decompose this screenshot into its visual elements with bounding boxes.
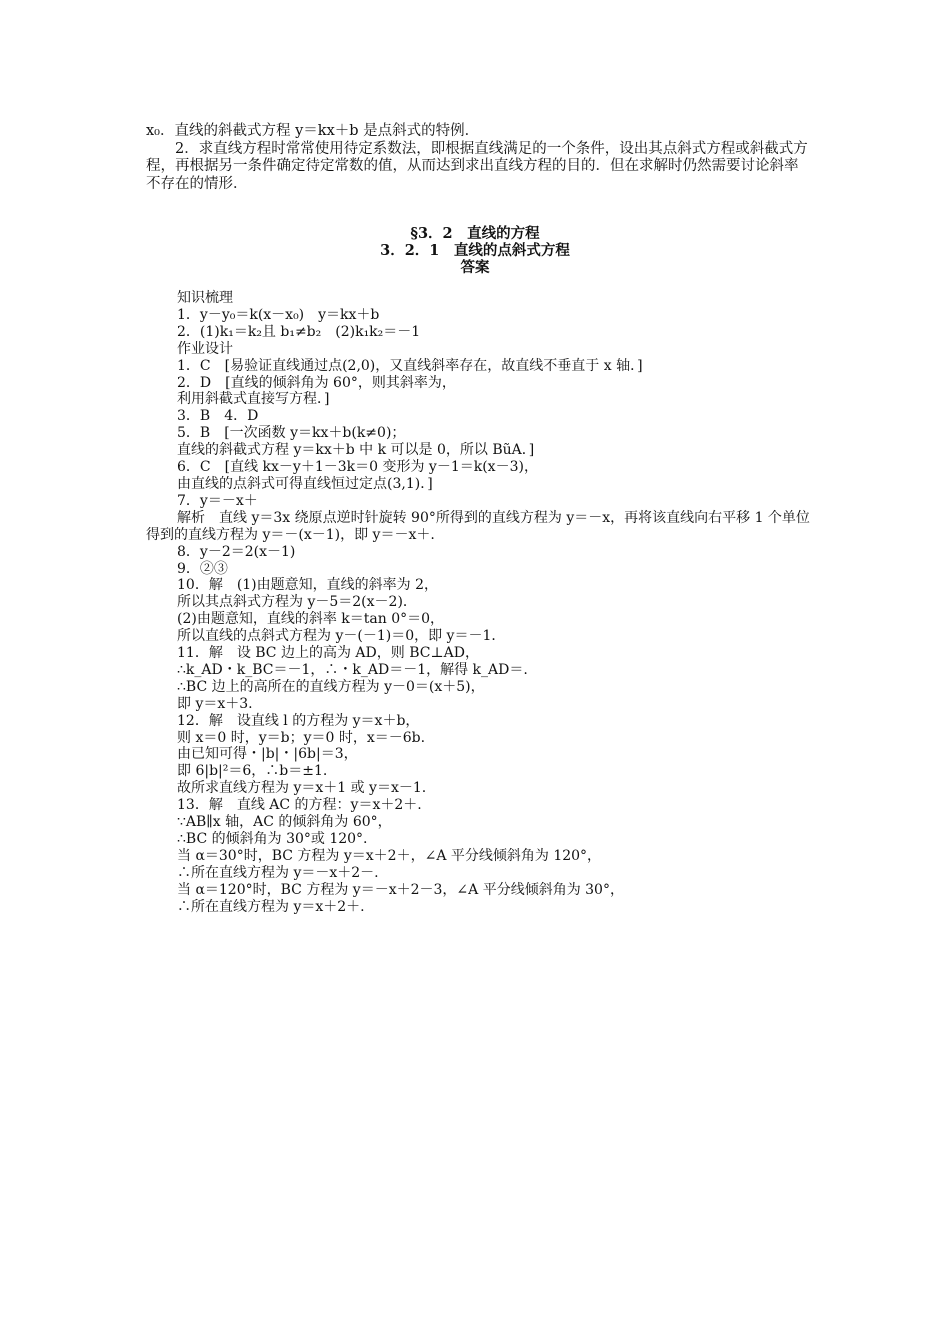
answer-line: 即 6|b|²＝6，∴b＝±1. xyxy=(177,763,328,780)
answer-line: 7．y＝－x＋ xyxy=(177,492,258,509)
answer-line: ∴所在直线方程为 y＝x＋2＋. xyxy=(177,898,365,915)
answer-line: 9．②③ xyxy=(177,560,228,577)
answer-line: 当 α＝30°时，BC 方程为 y＝x＋2＋，∠A 平分线倾斜角为 120°， xyxy=(177,847,602,864)
answer-line: 当 α＝120°时，BC 方程为 y＝－x＋2－3，∠A 平分线倾斜角为 30°， xyxy=(177,881,624,898)
answer-line: ∴所在直线方程为 y＝－x＋2－. xyxy=(177,864,379,881)
answer-line: 1．C [易验证直线通过点(2,0)，又直线斜率存在，故直线不垂直于 x 轴．] xyxy=(177,357,643,374)
intro-paragraph-1: x₀．直线的斜截式方程 y＝kx＋b 是点斜式的特例． xyxy=(146,123,480,139)
answer-line: ∴BC 边上的高所在的直线方程为 y－0＝(x＋5)， xyxy=(177,678,485,695)
answer-line: 13．解 直线 AC 的方程：y＝x＋2＋. xyxy=(177,797,422,814)
answer-line: 11．解 设 BC 边上的高为 AD，则 BC⊥AD， xyxy=(177,645,479,662)
answer-line: 6．C [直线 kx－y＋1－3k＝0 变形为 y－1＝k(x－3)， xyxy=(177,459,538,476)
answer-line: 则 x＝0 时，y＝b；y＝0 时，x＝－6b. xyxy=(177,729,426,746)
answer-line: 由直线的点斜式可得直线恒过定点(3,1)．] xyxy=(177,475,433,492)
answer-line: 所以直线的点斜式方程为 y－(－1)＝0，即 y＝－1． xyxy=(177,628,506,645)
answers-title: 答案 xyxy=(460,259,490,276)
answer-line: 知识梳理 xyxy=(177,290,233,306)
answer-line: 2．D [直线的倾斜角为 60°，则其斜率为， xyxy=(177,374,456,391)
answer-lines-part2 xyxy=(177,544,810,916)
answer-line: 12．解 设直线 l 的方程为 y＝x＋b， xyxy=(177,712,420,729)
answer-7-explanation: 解析 直线 y＝3x 绕原点逆时针旋转 90°所得到的直线方程为 y＝－x，再将该直线向右平移 1 个单位得到的直线方程为 y＝－(x－1)，即 y＝－x＋. xyxy=(146,509,810,543)
answer-line: 2．(1)k₁＝k₂且 b₁≠b₂ (2)k₁k₂＝－1 xyxy=(177,323,421,340)
subsection-heading: 3．2．1 直线的点斜式方程 xyxy=(380,242,570,259)
answer-line: ∴BC 的倾斜角为 30°或 120°. xyxy=(177,831,368,847)
intro-text xyxy=(146,123,810,193)
answer-line: 故所求直线方程为 y＝x＋1 或 y＝x－1. xyxy=(177,780,427,797)
answer-line: 作业设计 xyxy=(177,340,233,357)
answer-line: 8．y－2＝2(x－1) xyxy=(177,543,296,560)
answer-line: 利用斜截式直接写方程．] xyxy=(177,391,330,408)
answer-lines-part1 xyxy=(177,290,810,510)
answer-line: (2)由题意知，直线的斜率 k＝tan 0°＝0， xyxy=(177,611,445,628)
intro-paragraph-2: 2．求直线方程时常常使用待定系数法，即根据直线满足的一个条件，设出其点斜式方程或斜截式方程，再根据另一条件确定待定常数的值，从而达到求出直线方程的目的．但在求解时仍然需要讨论斜率不存在的情形． xyxy=(146,140,808,192)
section-heading: §3．2 直线的方程 xyxy=(410,225,540,242)
answer-line: 直线的斜截式方程 y＝kx＋b 中 k 可以是 0，所以 BũA．] xyxy=(177,442,535,459)
answer-line: 1．y－y₀＝k(x－x₀) y＝kx＋b xyxy=(177,306,380,323)
answer-line: ∵AB∥x 轴，AC 的倾斜角为 60°， xyxy=(177,814,392,831)
answer-line: 即 y＝x＋3. xyxy=(177,695,253,712)
answer-line: ∴k_AD・k_BC＝－1，∴・k_AD＝－1，解得 k_AD＝. xyxy=(177,661,528,678)
answer-line: 5．B [一次函数 y＝kx＋b(k≠0)； xyxy=(177,425,406,442)
answers-block xyxy=(146,290,810,916)
answer-line: 所以其点斜式方程为 y－5＝2(x－2)． xyxy=(177,594,417,611)
answer-line: 10．解 (1)由题意知，直线的斜率为 2， xyxy=(177,577,439,594)
answer-line: 由已知可得・|b|・|6b|＝3， xyxy=(177,746,358,763)
answer-line: 3．B 4．D xyxy=(177,408,259,425)
